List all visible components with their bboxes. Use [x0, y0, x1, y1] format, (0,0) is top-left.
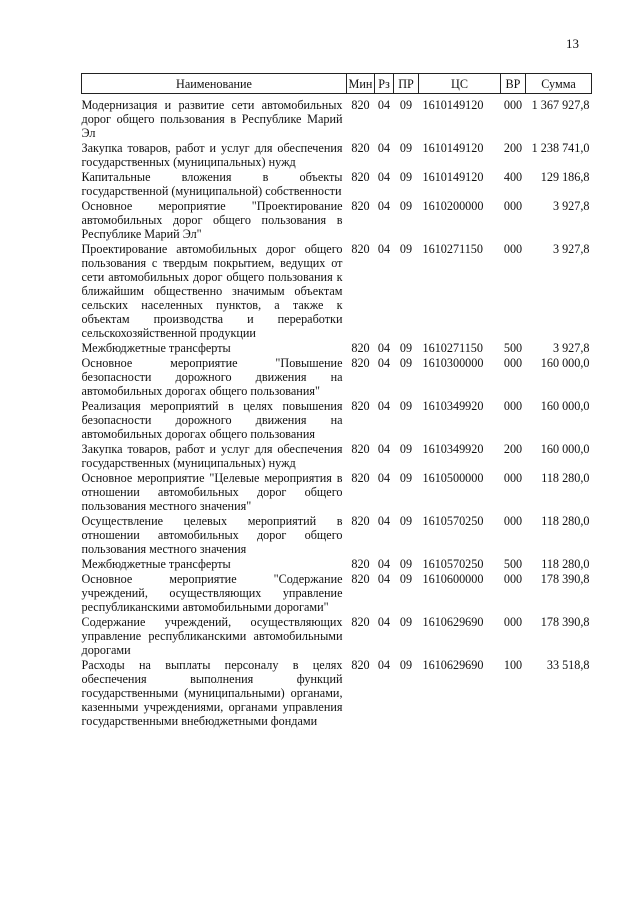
- cell-min: 820: [351, 242, 370, 256]
- cell-cs: 1610349920: [422, 399, 484, 413]
- cell-rz: 04: [377, 658, 391, 672]
- cell-min: 820: [351, 615, 370, 629]
- cell-sum: 160 000,0: [540, 442, 590, 456]
- cell-pr: 09: [399, 199, 413, 213]
- cell-vr: 000: [503, 356, 523, 370]
- cell-pr: 09: [399, 341, 413, 355]
- cell-cs: 1610149120: [422, 170, 484, 184]
- cell-min: 820: [351, 341, 370, 355]
- cell-cs: 1610349920: [422, 442, 484, 456]
- table-row: [82, 572, 592, 615]
- cell-sum: 33 518,8: [546, 658, 590, 672]
- cell-cs: 1610149120: [422, 98, 484, 112]
- table-row: [82, 399, 592, 442]
- table-row: [82, 356, 592, 399]
- header-pr: ПР: [394, 74, 419, 94]
- cell-pr: 09: [399, 399, 413, 413]
- cell-vr: 500: [503, 557, 523, 571]
- cell-rz: 04: [377, 557, 391, 571]
- cell-cs: 1610629690: [422, 615, 484, 629]
- cell-name: Расходы на выплаты персоналу в целях обеспечения выполнения функций государственными (муниципальными) органами, казенными учреждениями, органами управления государственными внебюджетными фондами: [81, 658, 343, 728]
- cell-rz: 04: [377, 356, 391, 370]
- cell-pr: 09: [399, 572, 413, 586]
- cell-rz: 04: [377, 471, 391, 485]
- budget-table: [81, 73, 592, 729]
- cell-sum: 178 390,8: [540, 615, 590, 629]
- cell-pr: 09: [399, 141, 413, 155]
- cell-rz: 04: [377, 141, 391, 155]
- cell-sum: 1 367 927,8: [531, 98, 590, 112]
- cell-vr: 000: [503, 514, 523, 528]
- cell-min: 820: [351, 199, 370, 213]
- cell-pr: 09: [399, 471, 413, 485]
- cell-rz: 04: [377, 98, 391, 112]
- cell-name: Осуществление целевых мероприятий в отношении автомобильных дорог общего пользования местного значения: [81, 514, 343, 556]
- cell-cs: 1610200000: [422, 199, 484, 213]
- cell-rz: 04: [377, 399, 391, 413]
- cell-vr: 400: [503, 170, 523, 184]
- cell-sum: 1 238 741,0: [531, 141, 590, 155]
- cell-cs: 1610149120: [422, 141, 484, 155]
- cell-min: 820: [351, 141, 370, 155]
- cell-name: Основное мероприятие "Повышение безопасности дорожного движения на автомобильных дорогах общего пользования": [81, 356, 343, 398]
- cell-rz: 04: [377, 341, 391, 355]
- header-min: Мин: [347, 74, 375, 94]
- table-header: [82, 74, 592, 94]
- cell-sum: 118 280,0: [541, 557, 590, 571]
- cell-rz: 04: [377, 242, 391, 256]
- cell-cs: 1610570250: [422, 557, 484, 571]
- cell-vr: 200: [503, 141, 523, 155]
- cell-min: 820: [351, 170, 370, 184]
- cell-min: 820: [351, 557, 370, 571]
- cell-vr: 000: [503, 98, 523, 112]
- table-row: [82, 442, 592, 471]
- cell-name: Межбюджетные трансферты: [81, 341, 231, 355]
- cell-rz: 04: [377, 199, 391, 213]
- cell-cs: 1610271150: [422, 242, 483, 256]
- cell-vr: 100: [503, 658, 523, 672]
- cell-min: 820: [351, 514, 370, 528]
- cell-min: 820: [351, 442, 370, 456]
- cell-name: Основное мероприятие "Целевые мероприятия в отношении автомобильных дорог общего пользования местного значения": [81, 471, 343, 513]
- cell-cs: 1610629690: [422, 658, 484, 672]
- header-rz: Рз: [375, 74, 394, 94]
- cell-sum: 3 927,8: [552, 199, 590, 213]
- cell-sum: 160 000,0: [540, 356, 590, 370]
- cell-pr: 09: [399, 170, 413, 184]
- table-row: [82, 141, 592, 170]
- cell-name: Закупка товаров, работ и услуг для обеспечения государственных (муниципальных) нужд: [81, 141, 343, 169]
- cell-rz: 04: [377, 514, 391, 528]
- table-row: [82, 615, 592, 658]
- cell-name: Закупка товаров, работ и услуг для обеспечения государственных (муниципальных) нужд: [81, 442, 343, 470]
- cell-pr: 09: [399, 615, 413, 629]
- cell-pr: 09: [399, 242, 413, 256]
- cell-pr: 09: [399, 98, 413, 112]
- table-row: [82, 242, 592, 341]
- header-name: Наименование: [82, 74, 347, 94]
- header-row: [82, 74, 592, 94]
- cell-min: 820: [351, 98, 370, 112]
- cell-sum: 160 000,0: [540, 399, 590, 413]
- cell-sum: 178 390,8: [540, 572, 590, 586]
- cell-cs: 1610600000: [422, 572, 484, 586]
- table-row: [82, 557, 592, 572]
- cell-vr: 000: [503, 615, 523, 629]
- cell-name: Проектирование автомобильных дорог общего пользования с твердым покрытием, ведущих от сети автомобильных дорог общего пользования к ближайшим общественно значимым объектам сельских населенных пунктов, а также к объектам производства и переработки сельскохозяйственной продукции: [81, 242, 343, 340]
- cell-pr: 09: [399, 658, 413, 672]
- cell-name: Содержание учреждений, осуществляющих управление республиканскими автомобильными дорогами: [81, 615, 343, 657]
- cell-vr: 500: [503, 341, 523, 355]
- header-cs: ЦС: [419, 74, 501, 94]
- cell-name: Основное мероприятие "Содержание учреждений, осуществляющих управление республиканскими автомобильными дорогами": [81, 572, 343, 614]
- cell-vr: 000: [503, 399, 523, 413]
- cell-cs: 1610300000: [422, 356, 484, 370]
- cell-vr: 000: [503, 572, 523, 586]
- cell-pr: 09: [399, 514, 413, 528]
- cell-min: 820: [351, 658, 370, 672]
- cell-min: 820: [351, 399, 370, 413]
- table-row: [82, 199, 592, 242]
- table-row: [82, 514, 592, 557]
- cell-sum: 3 927,8: [552, 341, 590, 355]
- cell-min: 820: [351, 356, 370, 370]
- table-row: [82, 94, 592, 142]
- table-row: [82, 170, 592, 199]
- cell-min: 820: [351, 471, 370, 485]
- cell-rz: 04: [377, 442, 391, 456]
- cell-rz: 04: [377, 615, 391, 629]
- cell-sum: 129 186,8: [540, 170, 590, 184]
- table-row: [82, 341, 592, 356]
- cell-rz: 04: [377, 572, 391, 586]
- cell-vr: 200: [503, 442, 523, 456]
- cell-cs: 1610271150: [422, 341, 483, 355]
- cell-pr: 09: [399, 557, 413, 571]
- table-row: [82, 658, 592, 729]
- cell-cs: 1610500000: [422, 471, 484, 485]
- cell-pr: 09: [399, 442, 413, 456]
- cell-cs: 1610570250: [422, 514, 484, 528]
- cell-name: Межбюджетные трансферты: [81, 557, 231, 571]
- cell-name: Капитальные вложения в объекты государственной (муниципальной) собственности: [81, 170, 343, 198]
- cell-rz: 04: [377, 170, 391, 184]
- cell-name: Модернизация и развитие сети автомобильных дорог общего пользования в Республике Марий Эл: [81, 98, 343, 140]
- table-body: [82, 94, 592, 730]
- cell-sum: 118 280,0: [541, 514, 590, 528]
- header-vr: ВР: [501, 74, 526, 94]
- cell-name: Основное мероприятие "Проектирование автомобильных дорог общего пользования в Республике Марий Эл": [81, 199, 343, 241]
- cell-sum: 118 280,0: [541, 471, 590, 485]
- header-sum: Сумма: [526, 74, 592, 94]
- cell-pr: 09: [399, 356, 413, 370]
- table-row: [82, 471, 592, 514]
- cell-name: Реализация мероприятий в целях повышения безопасности дорожного движения на автомобильных дорогах общего пользования: [81, 399, 343, 441]
- page-number: 13: [566, 36, 579, 51]
- cell-vr: 000: [503, 471, 523, 485]
- cell-min: 820: [351, 572, 370, 586]
- cell-sum: 3 927,8: [552, 242, 590, 256]
- cell-vr: 000: [503, 199, 523, 213]
- cell-vr: 000: [503, 242, 523, 256]
